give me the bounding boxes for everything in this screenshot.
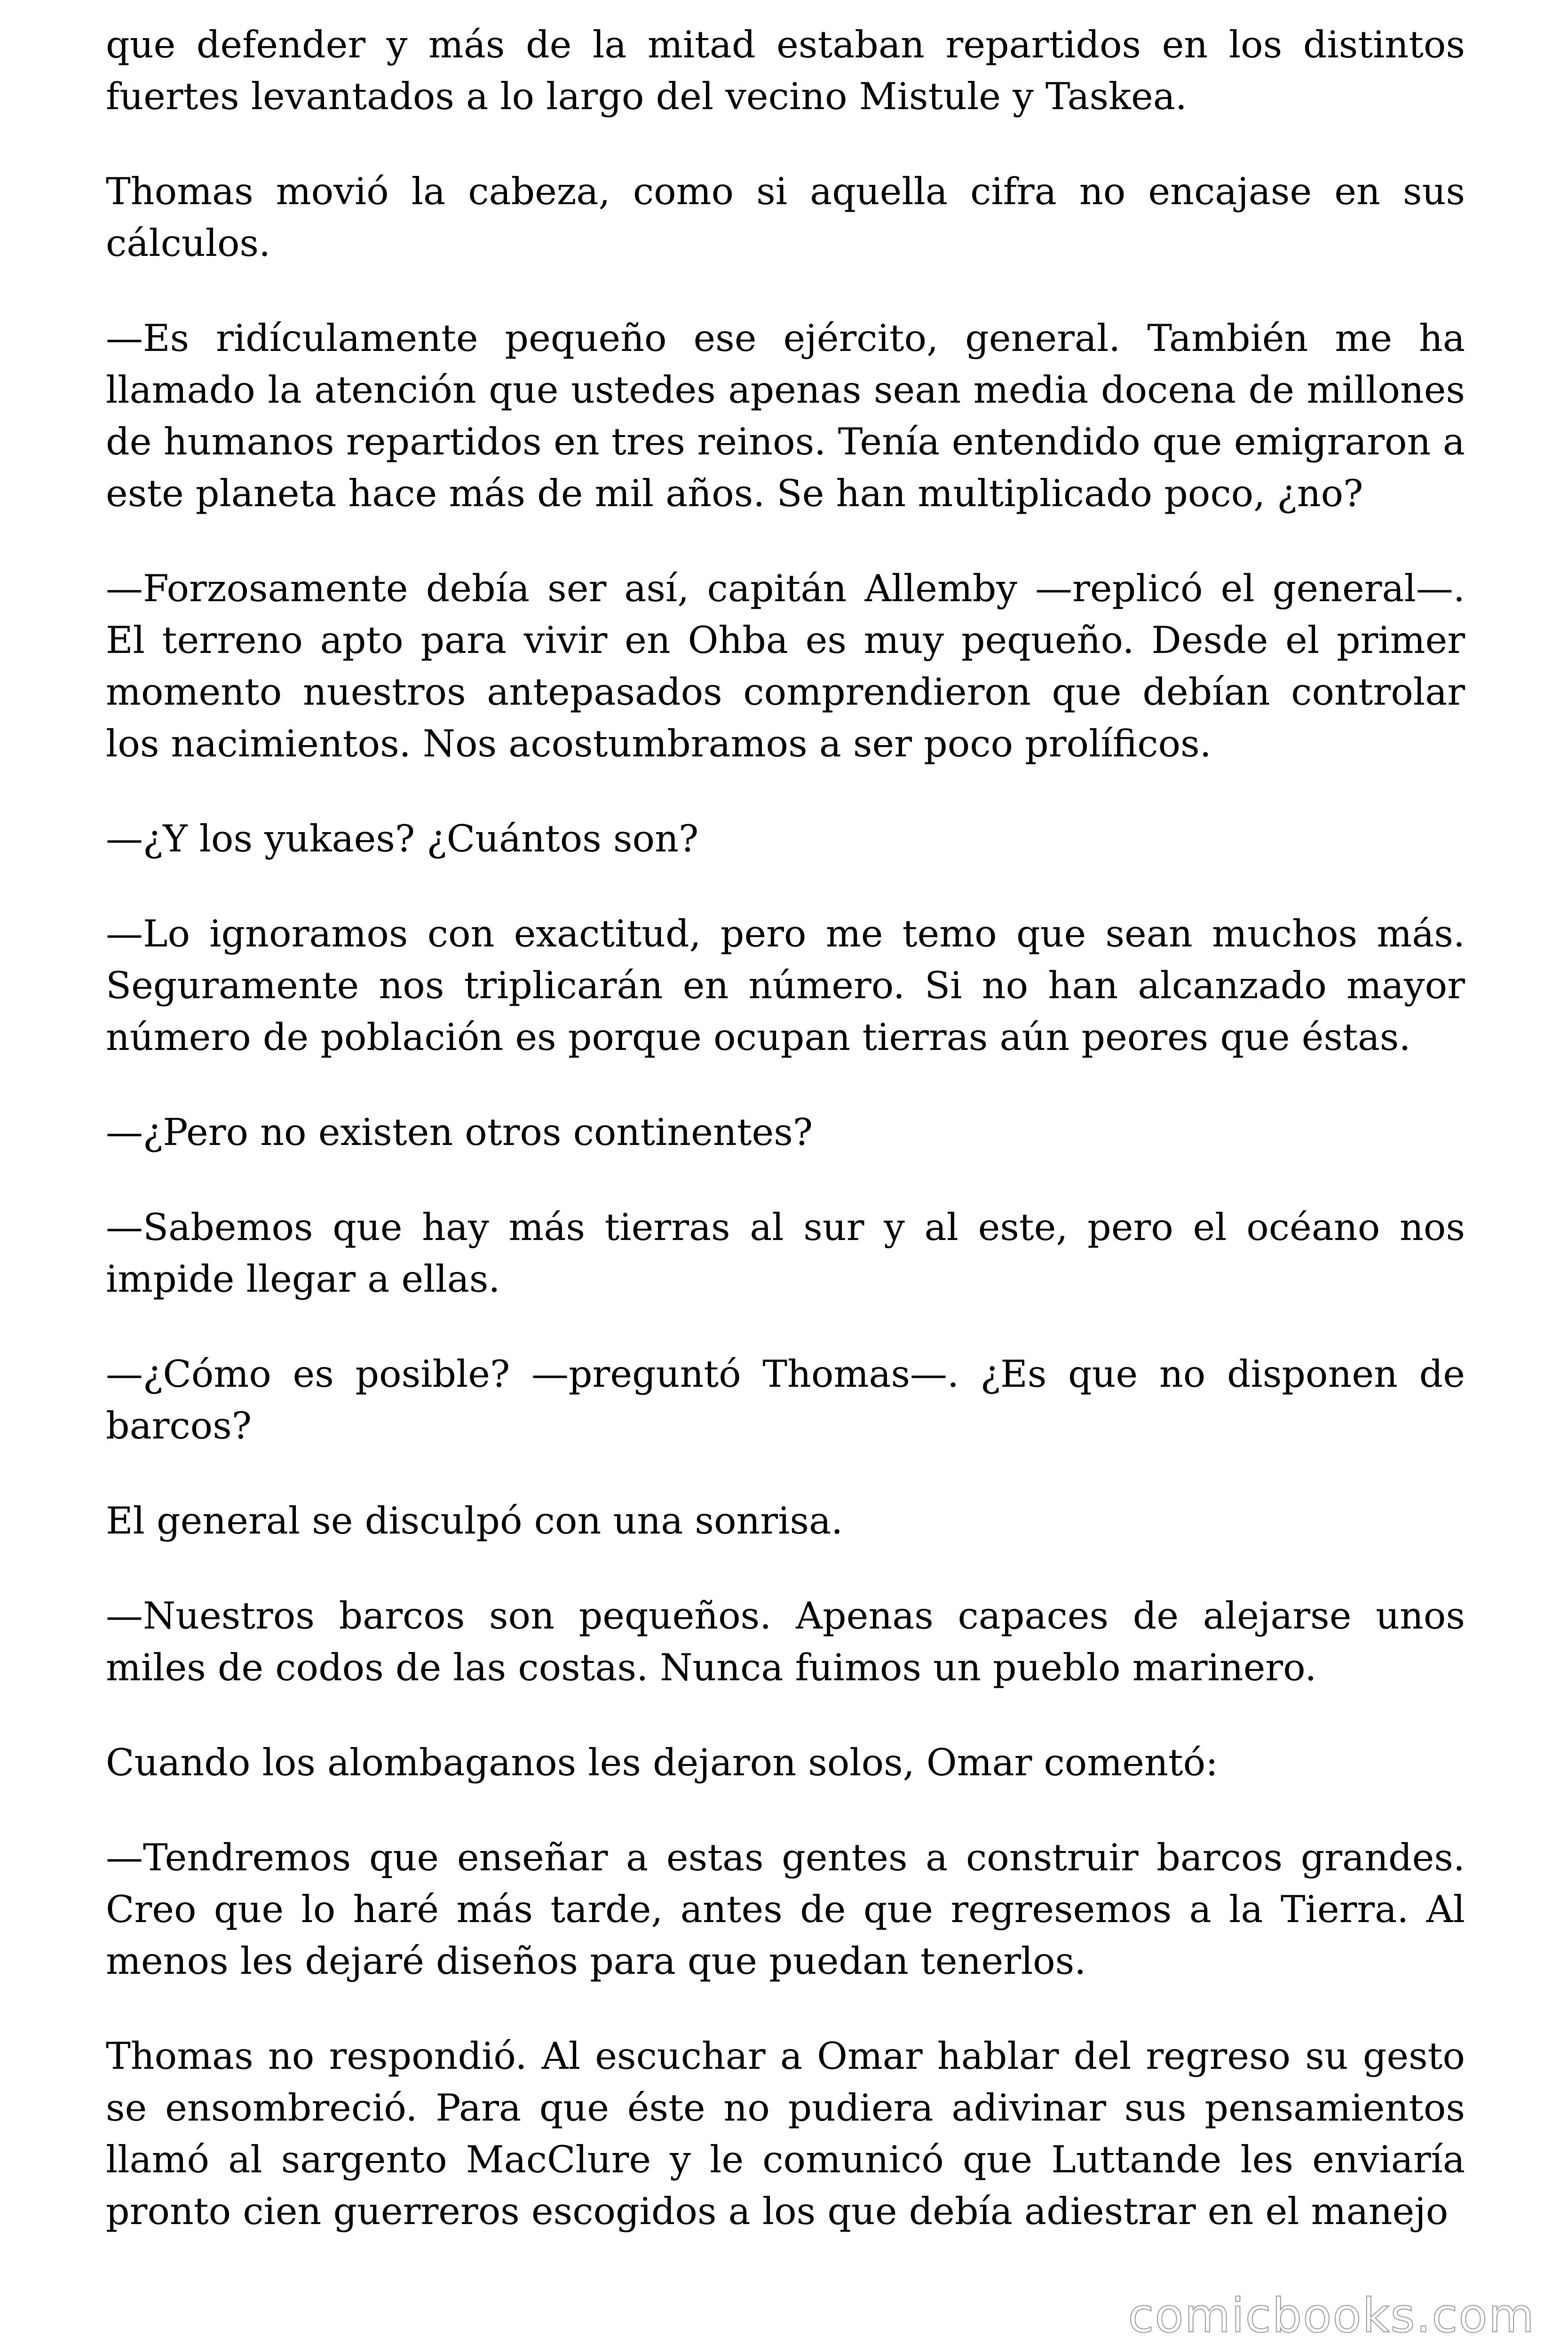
paragraph-2: Thomas movió la cabeza, como si aquella cifra no encajase en sus cálculos. bbox=[106, 170, 1465, 265]
paragraph-9: —¿Cómo es posible? —preguntó Thomas—. ¿Es que no disponen de barcos? bbox=[106, 1352, 1465, 1447]
paragraph-11: —Nuestros barcos son pequeños. Apenas capaces de alejarse unos miles de codos de las costas. Nunca fuimos un pueblo marinero. bbox=[106, 1594, 1465, 1689]
paragraph-4: —Forzosamente debía ser así, capitán Allemby —replicó el general—. El terreno apto para vivir en Ohba es muy pequeño. Desde el primer momento nuestros antepasados comprendieron que debían controlar los nacimientos. Nos acostumbramos a ser poco prolíficos. bbox=[106, 567, 1465, 765]
paragraph-7: —¿Pero no existen otros continentes? bbox=[106, 1111, 813, 1154]
paragraph-3: —Es ridículamente pequeño ese ejército, general. También me ha llamado la atención que ustedes apenas sean media docena de millones de humanos repartidos en tres reinos. Tenía entendido que emigraron a este planeta hace más de mil años. Se han multiplicado poco, ¿no? bbox=[106, 317, 1465, 515]
paragraph-12: Cuando los alombaganos les dejaron solos, Omar comentó: bbox=[106, 1741, 1218, 1784]
paragraph-1: que defender y más de la mitad estaban repartidos en los distintos fuertes levantados a lo largo del vecino Mistule y Taskea. bbox=[106, 23, 1465, 118]
paragraph-13: —Tendremos que enseñar a estas gentes a construir barcos grandes. Creo que lo haré más tarde, antes de que regresemos a la Tierra. Al menos les dejaré diseños para que puedan tenerlos. bbox=[106, 1836, 1465, 1983]
page-body bbox=[106, 19, 1465, 2237]
watermark: comicbooks.com bbox=[1128, 2288, 1535, 2343]
paragraph-8: —Sabemos que hay más tierras al sur y al este, pero el océano nos impide llegar a ellas. bbox=[106, 1206, 1465, 1301]
paragraph-10: El general se disculpó con una sonrisa. bbox=[106, 1499, 843, 1542]
paragraph-6: —Lo ignoramos con exactitud, pero me temo que sean muchos más. Seguramente nos triplicarán en número. Si no han alcanzado mayor número de población es porque ocupan tierras aún peores que éstas. bbox=[106, 912, 1465, 1059]
paragraph-14: Thomas no respondió. Al escuchar a Omar hablar del regreso su gesto se ensombreció. Para que éste no pudiera adivinar sus pensamientos llamó al sargento MacClure y le comunicó que Luttande les enviaría pronto cien guerreros escogidos a los que debía adiestrar en el manejo bbox=[106, 2034, 1465, 2233]
paragraph-5: —¿Y los yukaes? ¿Cuántos son? bbox=[106, 817, 699, 860]
